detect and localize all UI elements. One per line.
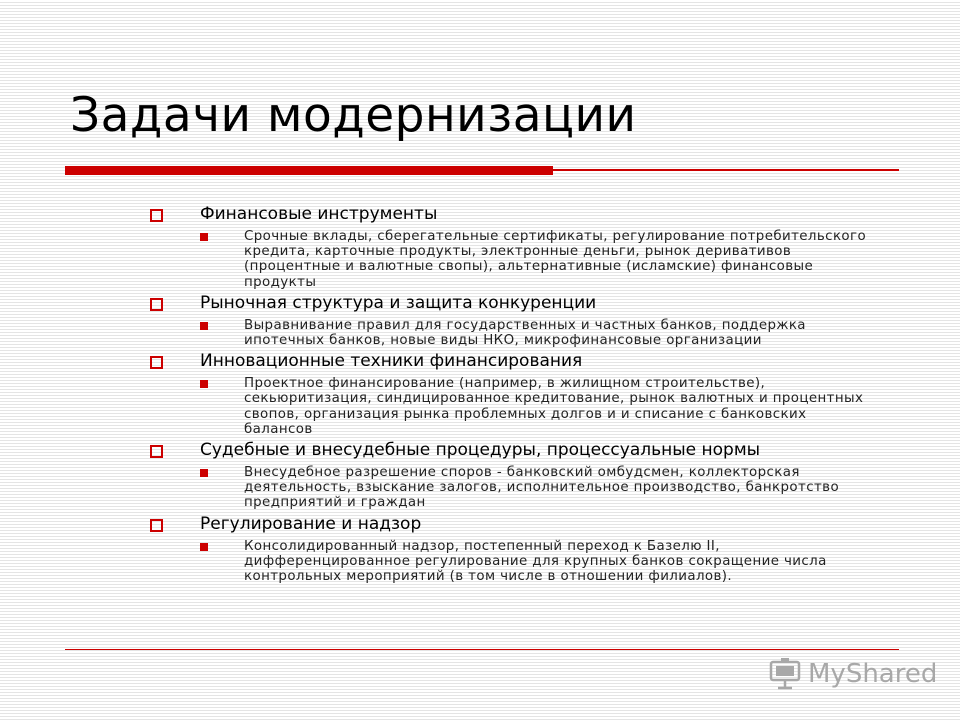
filled-square-bullet-icon (200, 543, 208, 551)
section-details (150, 318, 870, 348)
section-details (150, 376, 870, 437)
filled-square-bullet-icon (200, 322, 208, 330)
filled-square-bullet-icon (200, 233, 208, 241)
hollow-square-bullet-icon (150, 298, 163, 311)
title-underline-bar (65, 166, 553, 175)
section-details (150, 465, 870, 511)
section-heading-text: Регулирование и надзор (200, 513, 422, 534)
hollow-square-bullet-icon (150, 519, 163, 532)
hollow-square-bullet-icon (150, 445, 163, 458)
section-details-text: Консолидированный надзор, постепенный переход к Базелю II, дифференцированное регулирование для крупных банков сокращение числа контрольных мероприятий (в том числе в отношении филиалов). (244, 538, 827, 585)
hollow-square-bullet-icon (150, 209, 163, 222)
hollow-square-bullet-icon (150, 356, 163, 369)
section-heading (150, 351, 870, 371)
section-heading-text: Инновационные техники финансирования (200, 351, 583, 372)
section-heading-text: Финансовые инструменты (200, 204, 438, 224)
watermark-logo (768, 657, 937, 691)
section-details (150, 229, 870, 290)
filled-square-bullet-icon (200, 380, 208, 388)
bullet-list (150, 204, 870, 584)
section-heading (150, 514, 870, 534)
section-details (150, 539, 870, 585)
watermark-text: MyShared (808, 659, 938, 689)
section-details-text: Выравнивание правил для государственных и частных банков, поддержка ипотечных банков, новые виды НКО, микрофинансовые организации (244, 317, 806, 349)
filled-square-bullet-icon (200, 469, 208, 477)
presentation-board-icon (768, 657, 802, 691)
section-details-text: Срочные вклады, сберегательные сертификаты, регулирование потребительского кредита, карточные продукты, электронные деньги, рынок деривативов (процентные и валютные свопы), альтернативные (исламские) финансовые продукты (244, 229, 867, 290)
title-underline-line (553, 169, 899, 171)
section-details-text: Проектное финансирование (например, в жилищном строительстве), секьюритизация, синдицированное кредитование, рынок валютных и процентных свопов, организация рынка проблемных долгов и и списание с банковских балансов (244, 376, 864, 437)
section-heading-text: Рыночная структура и защита конкуренции (200, 292, 597, 313)
section-heading (150, 293, 870, 313)
section-heading (150, 204, 870, 224)
section-heading-text: Судебные и внесудебные процедуры, процессуальные нормы (200, 440, 761, 461)
footer-divider (65, 649, 899, 650)
section-heading (150, 440, 870, 460)
slide-title: Задачи модернизации (70, 88, 637, 143)
section-details-text: Внесудебное разрешение споров - банковский омбудсмен, коллекторская деятельность, взыскание залогов, исполнительное производство, банкротство предприятий и граждан (244, 465, 840, 511)
